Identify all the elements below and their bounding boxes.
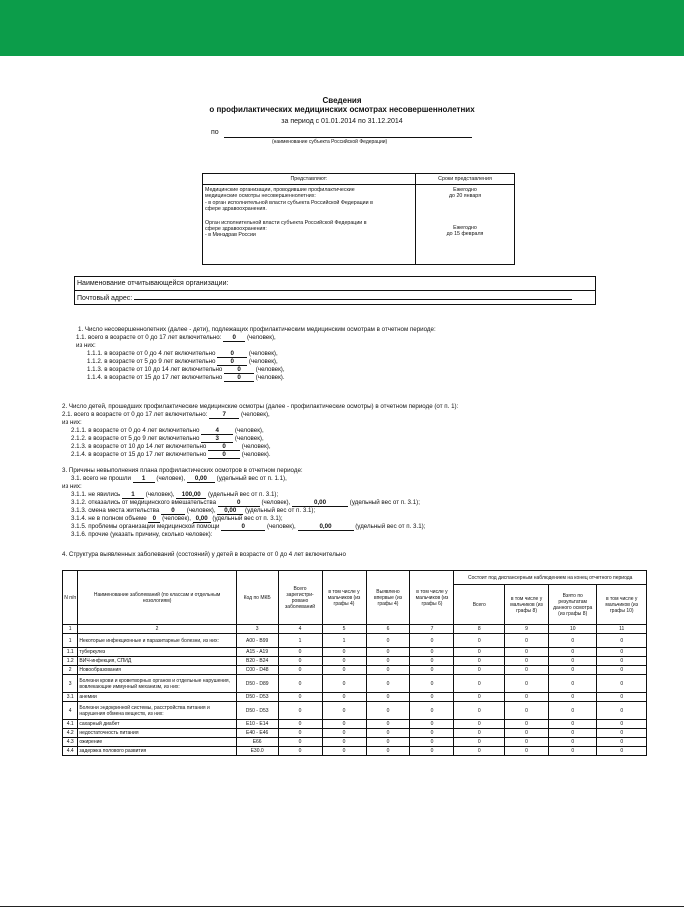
row-value: 0 (549, 675, 597, 693)
row-value: 0 (366, 729, 410, 738)
row-value: 0 (505, 675, 549, 693)
row-icd-code: B20 - B24 (236, 657, 278, 666)
s3-item-label: 3.1.3. смена места жительства (71, 507, 160, 514)
row-value: 0 (410, 720, 454, 729)
row-icd-code: E30.0 (236, 747, 278, 756)
s3-item (71, 491, 278, 499)
po-label: по (211, 129, 219, 136)
row-value: 0 (454, 675, 505, 693)
row-value: 0 (597, 666, 647, 675)
s3-item-label: 3.1.2. отказались от медицинского вмешательства (71, 499, 217, 506)
s3-heading: 3. Причины невыполнения плана профилактических осмотров в отчетном периоде: (62, 467, 303, 474)
table-row (63, 634, 647, 648)
col-head-code: Код по МКБ (236, 571, 278, 625)
org-address-line (134, 293, 572, 300)
organization-table (74, 276, 596, 305)
s1-total (76, 334, 276, 342)
submit-who-2-line: Орган исполнительной власти субъекта Российской Федерации в (205, 220, 367, 227)
s1-item (87, 350, 278, 358)
s1-total-value: 0 (223, 334, 245, 342)
s3-item-unit: (человек), (266, 523, 296, 530)
row-disease-name: недостаточность питания (78, 729, 236, 738)
row-value: 0 (366, 648, 410, 657)
row-value: 0 (597, 702, 647, 720)
col-head-disp-boys: в том числе у мальчиков (из графы 8) (505, 585, 549, 625)
row-value: 0 (278, 738, 322, 747)
s2-item-label: 2.1.4. в возрасте от 15 до 17 лет включительно (71, 451, 207, 458)
s1-item (87, 374, 285, 382)
s2-total-value: 7 (209, 411, 239, 419)
s3-item (71, 523, 425, 531)
col-number: 1 (63, 625, 78, 634)
s2-item-label: 2.1.2. в возрасте от 5 до 9 лет включительно (71, 435, 200, 442)
table-row (63, 675, 647, 693)
row-icd-code: E66 (236, 738, 278, 747)
s4-heading: 4. Структура выявленных заболеваний (состояний) у детей в возрасте от 0 до 4 лет включительно (62, 551, 346, 558)
row-value: 0 (549, 693, 597, 702)
row-value: 0 (410, 693, 454, 702)
s3-item-share-label: (удельный вес от п. 3.1); (349, 499, 420, 506)
row-number: 1 (63, 634, 78, 648)
row-value: 0 (322, 702, 366, 720)
s2-item-unit: (человек), (234, 427, 264, 434)
row-value: 0 (505, 634, 549, 648)
row-value: 0 (366, 666, 410, 675)
submit-who-1-line: - в орган исполнительной власти субъекта Российской Федерации в (205, 199, 373, 206)
col-head-first: Выявлено впервые (из графы 4) (366, 571, 410, 625)
s2-item-unit: (человек), (241, 443, 271, 450)
table-row (63, 666, 647, 675)
row-value: 0 (410, 648, 454, 657)
row-number: 1.1 (63, 648, 78, 657)
s2-total-label: 2.1. всего в возрасте от 0 до 17 лет включительно: (62, 411, 208, 418)
s1-item-value: 0 (217, 350, 247, 358)
row-number: 4.2 (63, 729, 78, 738)
row-value: 0 (410, 702, 454, 720)
row-number: 2 (63, 666, 78, 675)
col-number: 3 (236, 625, 278, 634)
s3-item-share-label: (удельный вес от п. 3.1); (245, 507, 316, 514)
s2-heading: 2. Число детей, прошедших профилактические медицинские осмотры (далее - профилактические осмотры) в отчетном периоде (от п. 1): (62, 403, 459, 410)
s3-item-unit: (человек), (145, 491, 175, 498)
row-value: 0 (366, 747, 410, 756)
row-value: 0 (597, 720, 647, 729)
row-value: 0 (278, 729, 322, 738)
s1-item-label: 1.1.1. в возрасте от 0 до 4 лет включительно (87, 350, 216, 357)
table-row (63, 693, 647, 702)
row-disease-name: задержка полового развития (78, 747, 236, 756)
row-value: 0 (454, 666, 505, 675)
row-value: 0 (454, 648, 505, 657)
row-value: 0 (549, 720, 597, 729)
s1-heading: 1. Число несовершеннолетних (далее - дети), подлежащих профилактическим медицинским осмотрам в отчетном периоде: (78, 326, 436, 333)
s3-item-share: 0,00 (217, 507, 243, 515)
row-value: 0 (454, 720, 505, 729)
row-value: 0 (410, 729, 454, 738)
s3-total-share-label: (удельный вес от п. 1.1), (216, 475, 287, 482)
table-row (63, 738, 647, 747)
row-value: 0 (322, 648, 366, 657)
region-line (224, 137, 472, 138)
row-value: 0 (597, 747, 647, 756)
row-disease-name: Новообразования (78, 666, 236, 675)
col-head-name: Наименование заболеваний (по классам и отдельным нозологиям) (78, 571, 236, 625)
row-icd-code: C00 - D48 (236, 666, 278, 675)
s1-item (87, 366, 285, 374)
s3-item (71, 499, 420, 507)
col-number: 10 (549, 625, 597, 634)
table-row (63, 729, 647, 738)
row-value: 0 (549, 657, 597, 666)
s1-item-unit: (человек), (248, 358, 278, 365)
table-row (63, 747, 647, 756)
row-number: 3.1 (63, 693, 78, 702)
row-value: 0 (366, 693, 410, 702)
row-number: 4 (63, 702, 78, 720)
row-value: 0 (454, 634, 505, 648)
row-value: 0 (549, 666, 597, 675)
row-value: 0 (278, 657, 322, 666)
s3-item (71, 515, 283, 523)
region-caption: (наименование субъекта Российской Федерации) (272, 139, 388, 145)
submit-when-1: Ежегодно (453, 187, 477, 194)
col-number: 11 (597, 625, 647, 634)
row-value: 0 (454, 693, 505, 702)
s3-other: 3.1.6. прочие (указать причину, сколько человек): (71, 531, 213, 538)
s1-item (87, 358, 278, 366)
row-value: 0 (454, 747, 505, 756)
row-value: 0 (597, 729, 647, 738)
row-disease-name: Болезни крови и кроветворных органов и отдельные нарушения, вовлекающие иммунный механизм, из них: (78, 675, 236, 693)
s1-item-unit: (человек), (255, 366, 285, 373)
row-value: 0 (505, 720, 549, 729)
row-value: 0 (322, 729, 366, 738)
row-value: 0 (366, 702, 410, 720)
row-value: 0 (410, 747, 454, 756)
s3-item-label: 3.1.5. проблемы организации медицинской помощи (71, 523, 220, 530)
s3-item-count: 1 (122, 491, 144, 499)
row-disease-name: анемии (78, 693, 236, 702)
row-value: 0 (366, 720, 410, 729)
row-value: 0 (322, 738, 366, 747)
s3-item-share: 0,00 (193, 515, 211, 523)
row-value: 0 (278, 720, 322, 729)
col-head-n: N п/п (63, 571, 78, 625)
row-value: 0 (322, 693, 366, 702)
row-disease-name: Некоторые инфекционные и паразитарные болезни, из них: (78, 634, 236, 648)
row-value: 0 (410, 675, 454, 693)
row-value: 0 (549, 729, 597, 738)
s3-item-label: 3.1.1. не явились (71, 491, 121, 498)
report-subtitle: о профилактических медицинских осмотрах несовершеннолетних (209, 105, 475, 114)
row-disease-name: туберкулез (78, 648, 236, 657)
row-value: 0 (505, 657, 549, 666)
row-number: 4.4 (63, 747, 78, 756)
row-value: 0 (322, 720, 366, 729)
s2-item (71, 451, 271, 459)
s3-item-unit: (человек), (162, 515, 191, 522)
row-value: 0 (322, 747, 366, 756)
row-icd-code: E10 - E14 (236, 720, 278, 729)
table-row (63, 648, 647, 657)
s3-item-label: 3.1.4. не в полном объеме (71, 515, 147, 522)
s1-total-label: 1.1. всего в возрасте от 0 до 17 лет включительно: (76, 334, 222, 341)
col-number: 8 (454, 625, 505, 634)
row-value: 0 (454, 702, 505, 720)
s2-item-label: 2.1.1. в возрасте от 0 до 4 лет включительно (71, 427, 200, 434)
row-value: 0 (505, 747, 549, 756)
col-number: 4 (278, 625, 322, 634)
s2-of-them: из них: (62, 419, 82, 426)
s1-item-value: 0 (224, 366, 254, 374)
row-value: 0 (410, 738, 454, 747)
s3-item-share-label: (удельный вес от п. 3.1); (355, 523, 426, 530)
row-value: 0 (322, 666, 366, 675)
s3-item-share: 0,00 (298, 523, 354, 531)
row-value: 0 (278, 675, 322, 693)
row-value: 0 (278, 693, 322, 702)
submit-head-when: Сроки представления (416, 174, 515, 185)
submit-who-1-line: сфере здравоохранения. (205, 205, 267, 212)
row-value: 0 (549, 634, 597, 648)
row-value: 0 (597, 648, 647, 657)
s1-item-unit: (человек). (255, 374, 285, 381)
row-value: 0 (366, 738, 410, 747)
col-head-disp-total: Всего (454, 585, 505, 625)
col-head-boys: в том числе у мальчиков (из графы 4) (322, 571, 366, 625)
s2-item-value: 0 (208, 451, 240, 459)
row-icd-code: E40 - E46 (236, 729, 278, 738)
table-row (63, 657, 647, 666)
disease-table (62, 570, 647, 756)
s3-item-share-label: (удельный вес от п. 3.1); (212, 515, 283, 522)
col-number: 7 (410, 625, 454, 634)
s2-item-unit: (человек), (234, 435, 264, 442)
s3-total-unit: (человек), (156, 475, 186, 482)
row-value: 0 (410, 657, 454, 666)
s3-of-them: из них: (62, 483, 82, 490)
org-address-label: Почтовый адрес: (77, 295, 133, 302)
row-icd-code: D50 - D53 (236, 693, 278, 702)
row-value: 0 (505, 738, 549, 747)
row-disease-name: ВИЧ-инфекция, СПИД (78, 657, 236, 666)
col-head-disp-taken: Взято по результатам данного осмотра (из графы 8) (549, 585, 597, 625)
s1-item-value: 0 (224, 374, 254, 382)
s2-item-value: 3 (201, 435, 233, 443)
s3-item-unit: (человек), (186, 507, 216, 514)
s3-item-unit: (человек), (261, 499, 291, 506)
s2-item (71, 443, 271, 451)
row-value: 0 (597, 675, 647, 693)
row-value: 0 (454, 657, 505, 666)
s3-item-share: 100,00 (176, 491, 206, 499)
row-number: 1.2 (63, 657, 78, 666)
submit-who-1 (203, 185, 416, 265)
row-number: 4.3 (63, 738, 78, 747)
row-value: 0 (505, 702, 549, 720)
submit-when-2: Ежегодно (453, 224, 477, 231)
row-value: 0 (366, 657, 410, 666)
s3-total (71, 475, 287, 483)
disease-rows (63, 634, 647, 756)
s1-item-unit: (человек), (248, 350, 278, 357)
col-number: 2 (78, 625, 236, 634)
s2-total (62, 411, 270, 419)
s1-item-label: 1.1.2. в возрасте от 5 до 9 лет включительно (87, 358, 216, 365)
header-bar (0, 0, 684, 56)
col-head-first-boys: в том числе у мальчиков (из графы 6) (410, 571, 454, 625)
column-number-row (63, 625, 647, 634)
row-value: 0 (549, 648, 597, 657)
col-head-disp-taken-boys: в том числе у мальчиков (из графы 10) (597, 585, 647, 625)
row-number: 3 (63, 675, 78, 693)
row-value: 0 (505, 729, 549, 738)
s3-total-label: 3.1. всего не прошли (71, 475, 131, 482)
s3-item-share-label: (удельный вес от п. 3.1); (208, 491, 279, 498)
row-value: 0 (549, 747, 597, 756)
org-name-label: Наименование отчитывающейся организации: (75, 277, 596, 291)
row-value: 0 (549, 702, 597, 720)
row-value: 0 (410, 666, 454, 675)
row-value: 0 (322, 657, 366, 666)
row-value: 0 (505, 693, 549, 702)
s3-item (71, 507, 315, 515)
row-value: 0 (549, 738, 597, 747)
submit-who-2-line: - в Минздрав России (205, 232, 256, 239)
submit-who-2-line: сфере здравоохранения: (205, 226, 267, 233)
s1-of-them: из них: (76, 342, 96, 349)
bottom-rule (0, 906, 684, 907)
submit-when-cell (416, 185, 515, 265)
s2-item (71, 435, 264, 443)
submit-when-2: до 15 февраля (446, 230, 484, 237)
row-disease-name: сахарный диабет (78, 720, 236, 729)
report-title: Сведения (322, 96, 362, 105)
report-period: за период с 01.01.2014 по 31.12.2014 (281, 118, 403, 125)
s1-total-unit: (человек), (246, 334, 276, 341)
row-value: 0 (597, 693, 647, 702)
row-value: 0 (278, 648, 322, 657)
submit-head-who: Представляют: (203, 174, 416, 185)
row-value: 0 (278, 702, 322, 720)
row-icd-code: D50 - D89 (236, 675, 278, 693)
s3-item-count: 0 (221, 523, 265, 531)
row-value: 0 (278, 747, 322, 756)
col-number: 6 (366, 625, 410, 634)
s1-item-label: 1.1.4. в возрасте от 15 до 17 лет включительно (87, 374, 223, 381)
s2-item-unit: (человек). (241, 451, 271, 458)
submit-who-1-line: медицинские осмотры несовершеннолетних: (205, 193, 316, 200)
s1-item-label: 1.1.3. в возрасте от 10 до 14 лет включительно (87, 366, 223, 373)
submit-when-1: до 20 января (448, 193, 482, 200)
row-disease-name: ожирение (78, 738, 236, 747)
row-icd-code: A15 - A19 (236, 648, 278, 657)
row-number: 4.1 (63, 720, 78, 729)
s2-item-value: 0 (208, 443, 240, 451)
col-head-total: Всего зарегистри-ровано заболеваний (278, 571, 322, 625)
s2-item (71, 427, 264, 435)
s2-item-value: 4 (201, 427, 233, 435)
s3-total-count: 1 (133, 475, 155, 483)
s3-item-share: 0,00 (292, 499, 348, 507)
row-value: 0 (597, 738, 647, 747)
s2-total-unit: (человек), (240, 411, 270, 418)
submit-who-1-line: Медицинские организации, проводившие профилактические (205, 187, 355, 194)
row-value: 0 (278, 666, 322, 675)
s2-item-label: 2.1.3. в возрасте от 10 до 14 лет включительно (71, 443, 207, 450)
s1-item-value: 0 (217, 358, 247, 366)
s3-item-count: 0 (161, 507, 185, 515)
row-value: 0 (366, 634, 410, 648)
row-value: 0 (597, 634, 647, 648)
s3-item-count: 0 (148, 515, 160, 523)
org-address-row (75, 291, 596, 305)
row-icd-code: A00 - B99 (236, 634, 278, 648)
row-value: 1 (278, 634, 322, 648)
row-value: 0 (322, 675, 366, 693)
row-value: 1 (322, 634, 366, 648)
row-disease-name: Болезни эндокринной системы, расстройства питания и нарушения обмена веществ, из них: (78, 702, 236, 720)
s3-total-share: 0,00 (187, 475, 215, 483)
table-row (63, 720, 647, 729)
row-value: 0 (597, 657, 647, 666)
s3-item-count: 0 (218, 499, 260, 507)
row-value: 0 (454, 729, 505, 738)
col-number: 5 (322, 625, 366, 634)
row-icd-code: D50 - D53 (236, 702, 278, 720)
col-number: 9 (505, 625, 549, 634)
row-value: 0 (366, 675, 410, 693)
row-value: 0 (505, 648, 549, 657)
row-value: 0 (454, 738, 505, 747)
submission-table (202, 173, 515, 265)
col-head-dispensary: Состоит под диспансерным наблюдением на конец отчетного периода (454, 571, 647, 585)
row-value: 0 (410, 634, 454, 648)
row-value: 0 (505, 666, 549, 675)
table-row (63, 702, 647, 720)
